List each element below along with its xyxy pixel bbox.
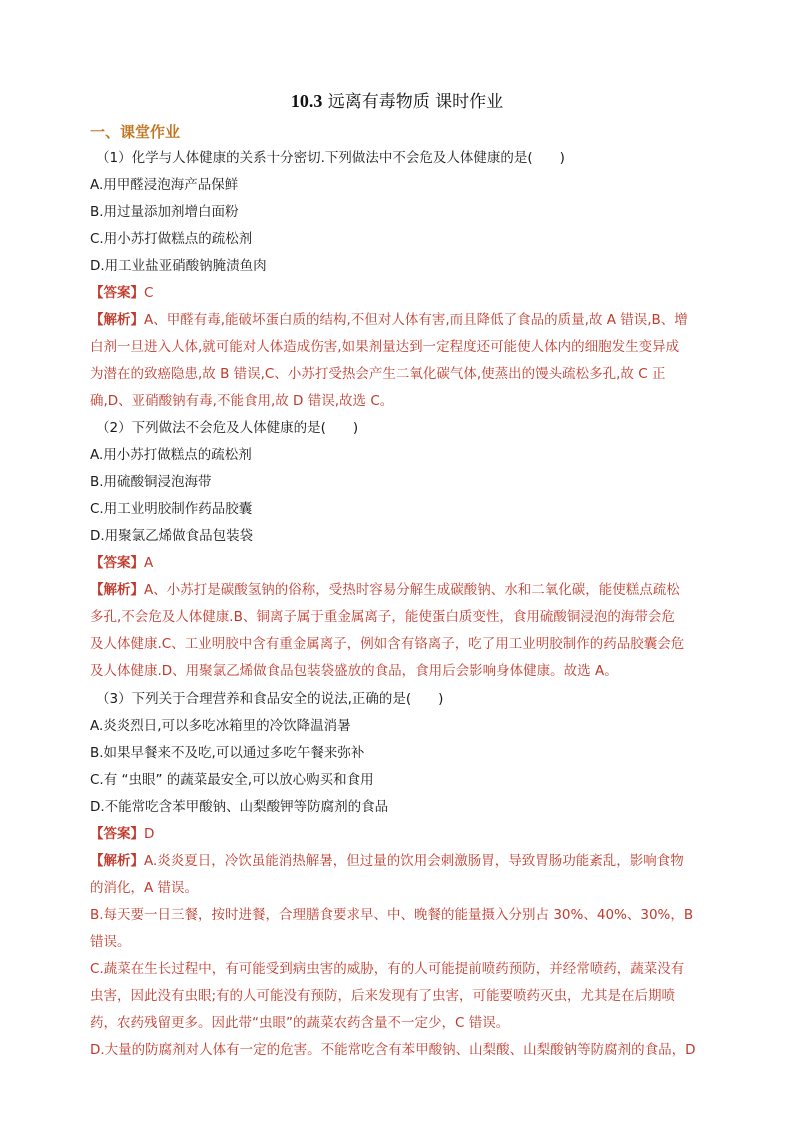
q3-analysis-line-6: 虫害，因此没有虫眼;有的人可能没有预防，后来发现有了虫害，可能要喷药灭虫，尤其是在后期喷	[90, 988, 676, 1004]
q1-analysis-line-2: 白剂一旦进入人体,就可能对人体造成伤害,如果剂量达到一定程度还可能使人体内的细胞发生变异成	[90, 339, 680, 355]
q2-option-c: C.用工业明胶制作药品胶囊	[90, 501, 253, 517]
answer-tag: 【答案】	[90, 555, 144, 571]
answer-value: A	[144, 555, 154, 571]
q3-analysis-line-2: 的消化，A 错误。	[90, 880, 199, 896]
q2-option-a: A.用小苏打做糕点的疏松剂	[90, 447, 252, 463]
q1-option-b: B.用过量添加剂增白面粉	[90, 204, 239, 220]
q1-answer	[90, 283, 710, 303]
q3-analysis-line-7: 药，农药残留更多。因此带“虫眼”的蔬菜农药含量不一定少，C 错误。	[90, 1015, 510, 1031]
q2-answer	[90, 553, 710, 573]
q3-analysis-line-8: D.大量的防腐剂对人体有一定的危害。不能常吃含有苯甲酸钠、山梨酸、山梨酸钠等防腐剂的食品，D	[90, 1042, 696, 1058]
q2-analysis-line-4: 及人体健康.D、用聚氯乙烯做食品包装袋盛放的食品，食用后会影响身体健康。故选 A。	[90, 663, 618, 679]
q2-stem: （2）下列做法不会危及人体健康的是( )	[96, 420, 359, 436]
answer-tag: 【答案】	[90, 285, 144, 301]
answer-value: D	[144, 826, 155, 842]
q2-analysis-line-3: 及人体健康.C、工业明胶中含有重金属离子，例如含有铬离子，吃了用工业明胶制作的药品胶囊会危	[90, 636, 685, 652]
q2-option-b: B.用硫酸铜浸泡海带	[90, 474, 212, 490]
answer-tag: 【答案】	[90, 826, 144, 842]
q1-analysis-line-4: 确,D、亚硝酸钠有毒,不能食用,故 D 错误,故选 C。	[90, 393, 394, 409]
q1-stem: （1）化学与人体健康的关系十分密切.下列做法中不会危及人体健康的是( )	[96, 150, 565, 166]
q1-option-c: C.用小苏打做糕点的疏松剂	[90, 231, 253, 247]
analysis-text: A、小苏打是碳酸氢钠的俗称，受热时容易分解生成碳酸钠、水和二氧化碳，能使糕点疏松	[144, 582, 680, 598]
analysis-tag: 【解析】	[90, 853, 144, 869]
q3-option-b: B.如果早餐来不及吃,可以通过多吃午餐来弥补	[90, 745, 365, 761]
q3-analysis-line-5: C.蔬菜在生长过程中，有可能受到病虫害的威胁，有的人可能提前喷药预防，并经常喷药，蔬菜没有	[90, 961, 685, 977]
q1-analysis-line-1	[90, 310, 710, 330]
analysis-tag: 【解析】	[90, 582, 144, 598]
q2-analysis-line-2: 多孔,不会危及人体健康.B、铜离子属于重金属离子，能使蛋白质变性，食用硫酸铜浸泡的海带会危	[90, 609, 675, 625]
q1-option-d: D.用工业盐亚硝酸钠腌渍鱼肉	[90, 258, 267, 274]
title-number: 10.3	[290, 91, 323, 111]
q3-analysis-line-4: 错误。	[90, 934, 131, 950]
q3-analysis-line-1	[90, 851, 710, 871]
page-title	[0, 87, 794, 112]
section-heading: 一、课堂作业	[90, 123, 181, 141]
q3-analysis-line-3: B.每天要一日三餐，按时进餐，合理膳食要求早、中、晚餐的能量摄入分别占 30%、40%、30%，B	[90, 907, 694, 923]
analysis-text: A.炎炎夏日，冷饮虽能消热解暑，但过量的饮用会刺激肠胃，导致胃肠功能紊乱，影响食物	[144, 853, 684, 869]
q1-option-a: A.用甲醛浸泡海产品保鲜	[90, 177, 239, 193]
q2-option-d: D.用聚氯乙烯做食品包装袋	[90, 528, 254, 544]
q3-option-a: A.炎炎烈日,可以多吃冰箱里的冷饮降温消暑	[90, 718, 351, 734]
q2-analysis-line-1	[90, 580, 710, 600]
q3-answer	[90, 824, 710, 844]
analysis-text: A、甲醛有毒,能破坏蛋白质的结构,不但对人体有害,而且降低了食品的质量,故 A 错误,B、增	[144, 312, 688, 328]
analysis-tag: 【解析】	[90, 312, 144, 328]
q3-option-d: D.不能常吃含苯甲酸钠、山梨酸钾等防腐剂的食品	[90, 799, 389, 815]
title-text: 远离有毒物质 课时作业	[327, 92, 504, 112]
answer-value: C	[144, 285, 154, 301]
q1-analysis-line-3: 为潜在的致癌隐患,故 B 错误,C、小苏打受热会产生二氧化碳气体,使蒸出的馒头疏松多孔,故 C 正	[90, 366, 666, 382]
q3-stem: （3）下列关于合理营养和食品安全的说法,正确的是( )	[96, 691, 444, 707]
q3-option-c: C.有 “虫眼” 的蔬菜最安全,可以放心购买和食用	[90, 772, 374, 788]
